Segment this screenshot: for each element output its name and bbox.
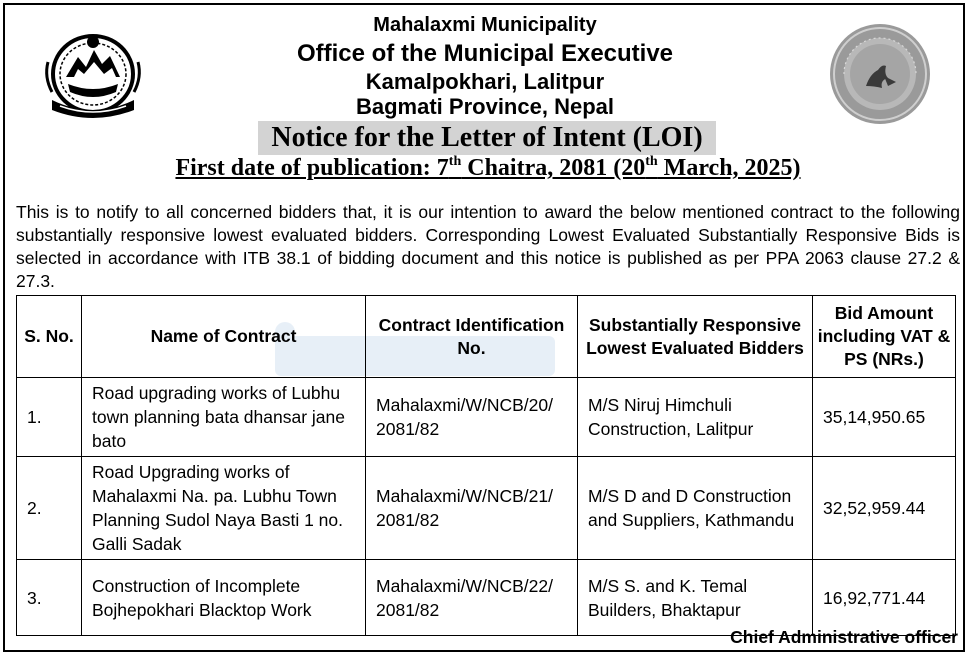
row-sn: 2. bbox=[17, 457, 82, 560]
publication-date: First date of publication: 7th Chaitra, 2081 (20th March, 2025) bbox=[175, 154, 801, 181]
row-contract-name: Road Upgrading works of Mahalaxmi Na. pa. Lubhu Town Planning Sudol Naya Basti 1 no. Galli Sadak bbox=[82, 457, 366, 560]
row-sn: 3. bbox=[17, 560, 82, 636]
row-bidder: M/S D and D Construction and Suppliers, Kathmandu bbox=[578, 457, 813, 560]
row-contract-name: Construction of Incomplete Bojhepokhari Blacktop Work bbox=[82, 560, 366, 636]
table-row bbox=[17, 560, 956, 636]
row-sn: 1. bbox=[17, 378, 82, 457]
province-line: Bagmati Province, Nepal bbox=[356, 94, 614, 119]
signatory-title: Chief Administrative officer bbox=[730, 627, 958, 647]
header-contract-id: Contract Identification No. bbox=[366, 296, 578, 378]
row-contract-id: Mahalaxmi/W/NCB/22/ 2081/82 bbox=[366, 560, 578, 636]
table-header-row bbox=[17, 296, 956, 378]
notice-title: Notice for the Letter of Intent (LOI) bbox=[258, 121, 716, 155]
table-row bbox=[17, 457, 956, 560]
row-contract-name: Road upgrading works of Lubhu town planning bata dhansar jane bato bbox=[82, 378, 366, 457]
office-name: Office of the Municipal Executive bbox=[296, 40, 674, 67]
row-bidder: M/S Niruj Himchuli Construction, Lalitpur bbox=[578, 378, 813, 457]
loi-table bbox=[16, 295, 956, 636]
intro-paragraph: This is to notify to all concerned bidders that, it is our intention to award the below mentioned contract to the following substantially responsive lowest evaluated bidders. Corresponding Lowest Evaluated Substantially Responsive Bids is selected in accordance with ITB 38.1 of bidding document and this notice is published as per PPA 2063 clause 27.2 & 27.3. bbox=[16, 202, 960, 291]
municipality-name: Mahalaxmi Municipality bbox=[373, 14, 597, 36]
row-contract-id: Mahalaxmi/W/NCB/21/ 2081/82 bbox=[366, 457, 578, 560]
header-bidder: Substantially Responsive Lowest Evaluated Bidders bbox=[578, 296, 813, 378]
address-line: Kamalpokhari, Lalitpur bbox=[365, 69, 605, 94]
row-bid-amount: 16,92,771.44 bbox=[813, 560, 956, 636]
table-row bbox=[17, 378, 956, 457]
header-contract-name: Name of Contract bbox=[82, 296, 366, 378]
row-bid-amount: 35,14,950.65 bbox=[813, 378, 956, 457]
row-contract-id: Mahalaxmi/W/NCB/20/ 2081/82 bbox=[366, 378, 578, 457]
header-sn: S. No. bbox=[17, 296, 82, 378]
row-bid-amount: 32,52,959.44 bbox=[813, 457, 956, 560]
header-bid-amount: Bid Amount including VAT & PS (NRs.) bbox=[813, 296, 956, 378]
row-bidder: M/S S. and K. Temal Builders, Bhaktapur bbox=[578, 560, 813, 636]
